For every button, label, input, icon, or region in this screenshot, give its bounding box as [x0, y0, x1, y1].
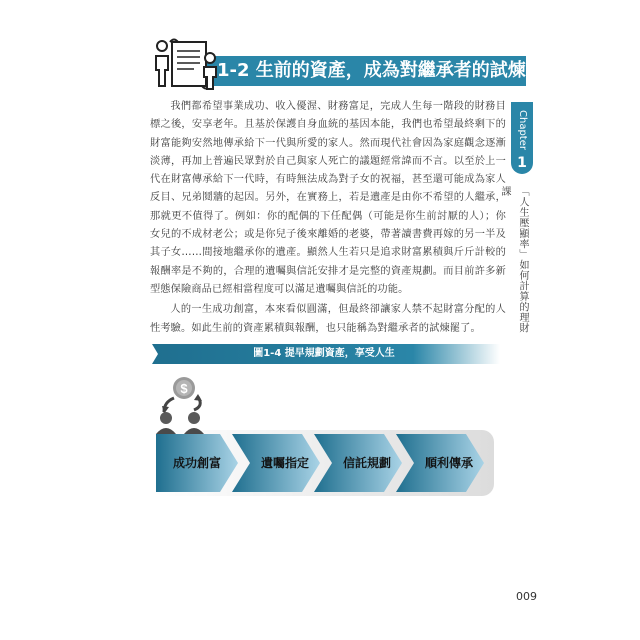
section-illustration	[150, 36, 220, 92]
figure-caption: 圖1-4 提早規劃資產，享受人生	[253, 348, 395, 359]
chapter-label: Chapter	[517, 110, 528, 150]
step-label: 遺囑指定	[260, 456, 309, 470]
step-label: 順利傳承	[424, 456, 473, 470]
figure-illustration	[150, 372, 500, 512]
body-text	[150, 98, 506, 338]
section-title: 1-2 生前的資產，成為對繼承者的試煉	[217, 60, 526, 81]
step-label: 成功創富	[172, 456, 221, 470]
body-paragraph: 我們都希望事業成功、收入優渥、財務富足，完成人生每一階段的財務目標之後，安享老年。且基於保護自身血統的基因本能，我們也希望最終剩下的財富能夠安然地傳承給下一代與所愛的家人。然而現代社會因為家庭觀念逐漸淡薄，再加上普遍民眾對於自己與家人死亡的議題經常諱而不言。以至於上一代在財富傳承給下一代時，有時無法成為對子女的祝福，甚至還可能成為家人反目、兄弟鬩牆的起因。另外，在實務上，若是遺產是由你不希望的人繼承，那就更不值得了。例如：你的配偶的下任配偶（可能是你生前討厭的人）；你女兒的不成材老公；或是你兒子後來離婚的老婆，帶著讀書費再嫁的另一半及其子女……間接地繼承你的遺產。顯然人生若只是追求財富累積與斤斤計較的報酬率是不夠的，合理的遺囑與信託安排才是完整的資產規劃。而目前許多新型態保險商品已經相當程度可以滿足遺囑與信託的功能。	[150, 101, 506, 295]
person-left-icon	[156, 41, 168, 86]
page-number: 009	[516, 590, 537, 603]
chapter-number: 1	[517, 155, 527, 171]
chapter-subtitle: 「人生壓顯率」如何計算的理財課	[499, 186, 528, 333]
step-label: 信託規劃	[342, 456, 391, 470]
coin-icon	[173, 377, 195, 399]
scroll-icon	[170, 40, 210, 89]
body-paragraph: 人的一生成功創富，本來看似圓滿，但最終卻讓家人禁不起財富分配的人性考驗。如此生前的資產累積與報酬，也只能稱為對繼承者的試煉罷了。	[150, 304, 506, 334]
svg-text:$: $	[180, 381, 188, 396]
